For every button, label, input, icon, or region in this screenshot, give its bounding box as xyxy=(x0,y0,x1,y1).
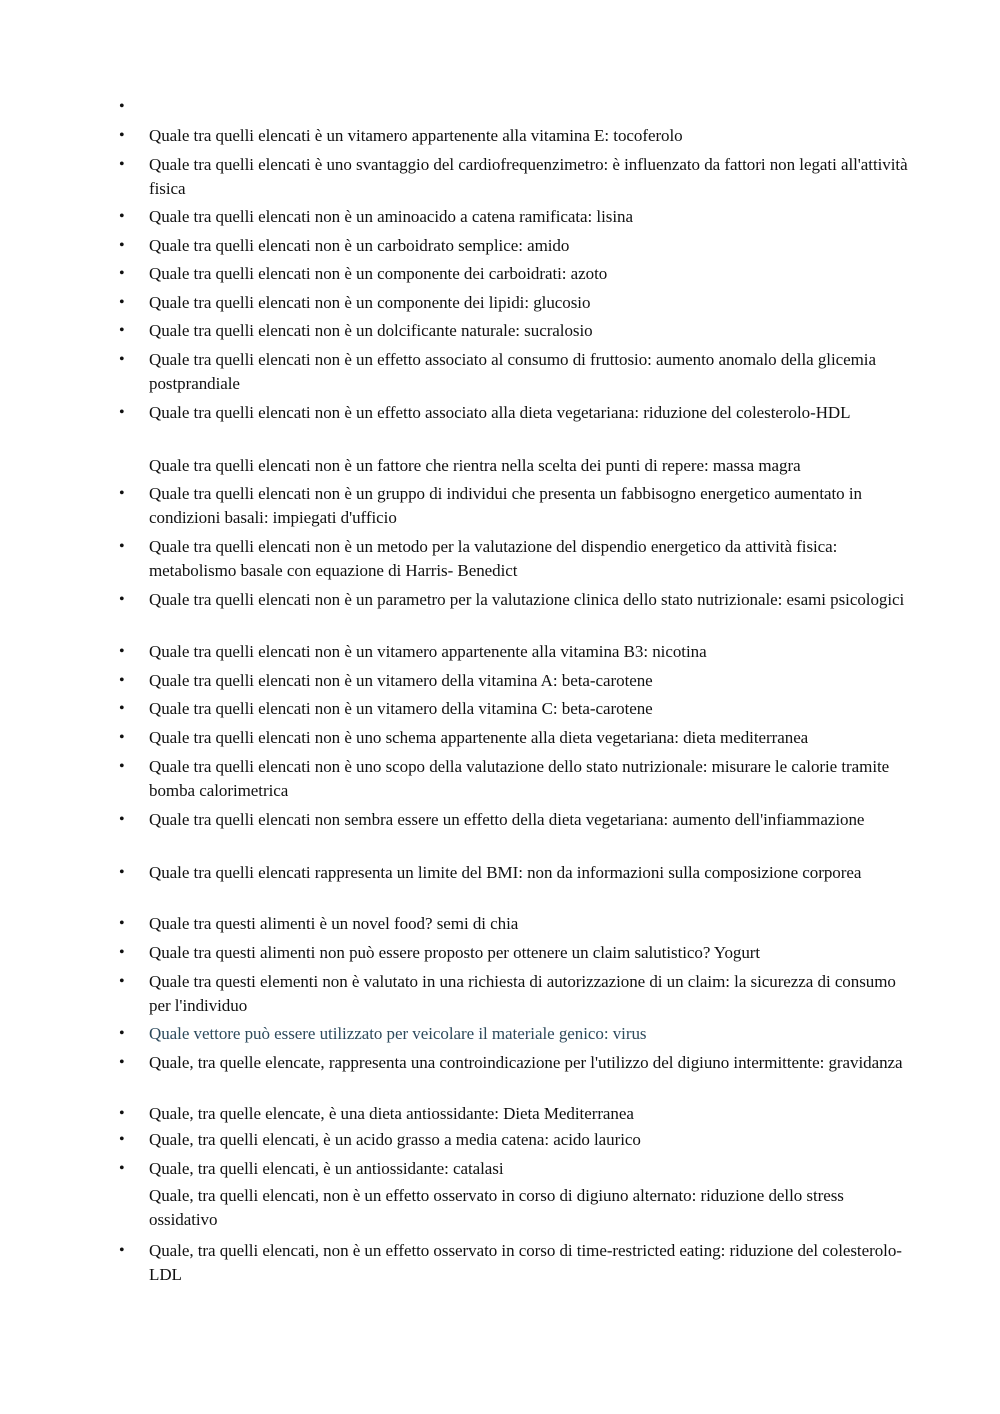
list-item: Quale, tra quelli elencati, non è un effetto osservato in corso di digiuno alternato: riduzione dello stress ossidativo xyxy=(149,1186,844,1229)
list-item: • Quale, tra quelle elencate, è una dieta antiossidante: Dieta Mediterranea xyxy=(149,1102,914,1126)
list-item: • Quale tra questi alimenti non può essere proposto per ottenere un claim salutistico? Yogurt xyxy=(149,941,914,965)
list-item: • Quale, tra quelli elencati, è un acido grasso a media catena: acido laurico xyxy=(149,1128,914,1152)
list-item: • Quale tra quelli elencati rappresenta un limite del BMI: non da informazioni sulla composizione corporea xyxy=(149,861,914,885)
list-item: • Quale tra quelli elencati non è un componente dei carboidrati: azoto xyxy=(149,262,914,286)
list-item: • Quale tra quelli elencati non è un metodo per la valutazione del dispendio energetico da attività fisica: metabolismo basale con equazione di Harris- Benedict xyxy=(149,535,914,582)
list-item: • Quale, tra quelle elencate, rappresenta una controindicazione per l'utilizzo del digiuno intermittente: gravidanza xyxy=(149,1051,914,1075)
list-item: • Quale tra quelli elencati non è un gruppo di individui che presenta un fabbisogno energetico aumentato in condizioni basali: impiegati d'ufficio xyxy=(149,482,914,529)
list-item: • Quale tra quelli elencati non è un effetto associato al consumo di fruttosio: aumento anomalo della glicemia postprandiale xyxy=(149,348,914,395)
list-item: • Quale, tra quelli elencati, è un antiossidante: catalasi xyxy=(149,1157,914,1181)
list-item: • Quale tra quelli elencati non è un effetto associato alla dieta vegetariana: riduzione del colesterolo-HDL xyxy=(149,401,914,425)
list-item: • Quale tra quelli elencati è uno svantaggio del cardiofrequenzimetro: è influenzato da fattori non legati all'attività fisica xyxy=(149,153,914,200)
list-item: • Quale tra quelli elencati non è un carboidrato semplice: amido xyxy=(149,234,914,258)
list-item: • Quale tra quelli elencati non è un parametro per la valutazione clinica dello stato nutrizionale: esami psicologici xyxy=(149,588,914,612)
list-item: • Quale tra questi elementi non è valutato in una richiesta di autorizzazione di un claim: la sicurezza di consumo per l'individuo xyxy=(149,970,914,1017)
list-item: • Quale tra questi alimenti è un novel food? semi di chia xyxy=(149,912,914,936)
list-item: • Quale tra quelli elencati non è un vitamero appartenente alla vitamina B3: nicotina xyxy=(149,640,914,664)
list-item: • Quale tra quelli elencati non è un aminoacido a catena ramificata: lisina xyxy=(149,205,914,229)
list-item: • Quale tra quelli elencati è un vitamero appartenente alla vitamina E: tocoferolo xyxy=(149,124,914,148)
list-item: • Quale tra quelli elencati non è un dolcificante naturale: sucralosio xyxy=(149,319,914,343)
list-item: • Quale tra quelli elencati non è uno schema appartenente alla dieta vegetariana: dieta mediterranea xyxy=(149,726,914,750)
list-item: • Quale tra quelli elencati non è uno scopo della valutazione dello stato nutrizionale: misurare le calorie tramite bomba calorimetrica xyxy=(149,755,914,802)
list-item: • Quale, tra quelli elencati, non è un effetto osservato in corso di time-restricted eating: riduzione del colesterolo-LDL xyxy=(149,1239,914,1286)
list-item: • Quale vettore può essere utilizzato per veicolare il materiale genico: virus xyxy=(149,1022,914,1046)
list-item: • Quale tra quelli elencati non sembra essere un effetto della dieta vegetariana: aumento dell'infiammazione xyxy=(149,808,914,832)
list-item: • Quale tra quelli elencati non è un vitamero della vitamina A: beta-carotene xyxy=(149,669,914,693)
list-item: • Quale tra quelli elencati non è un vitamero della vitamina C: beta-carotene xyxy=(149,697,914,721)
list-item: Quale tra quelli elencati non è un fattore che rientra nella scelta dei punti di repere: massa magra xyxy=(149,456,801,475)
list-item: • Quale tra quelli elencati non è un componente dei lipidi: glucosio xyxy=(149,291,914,315)
